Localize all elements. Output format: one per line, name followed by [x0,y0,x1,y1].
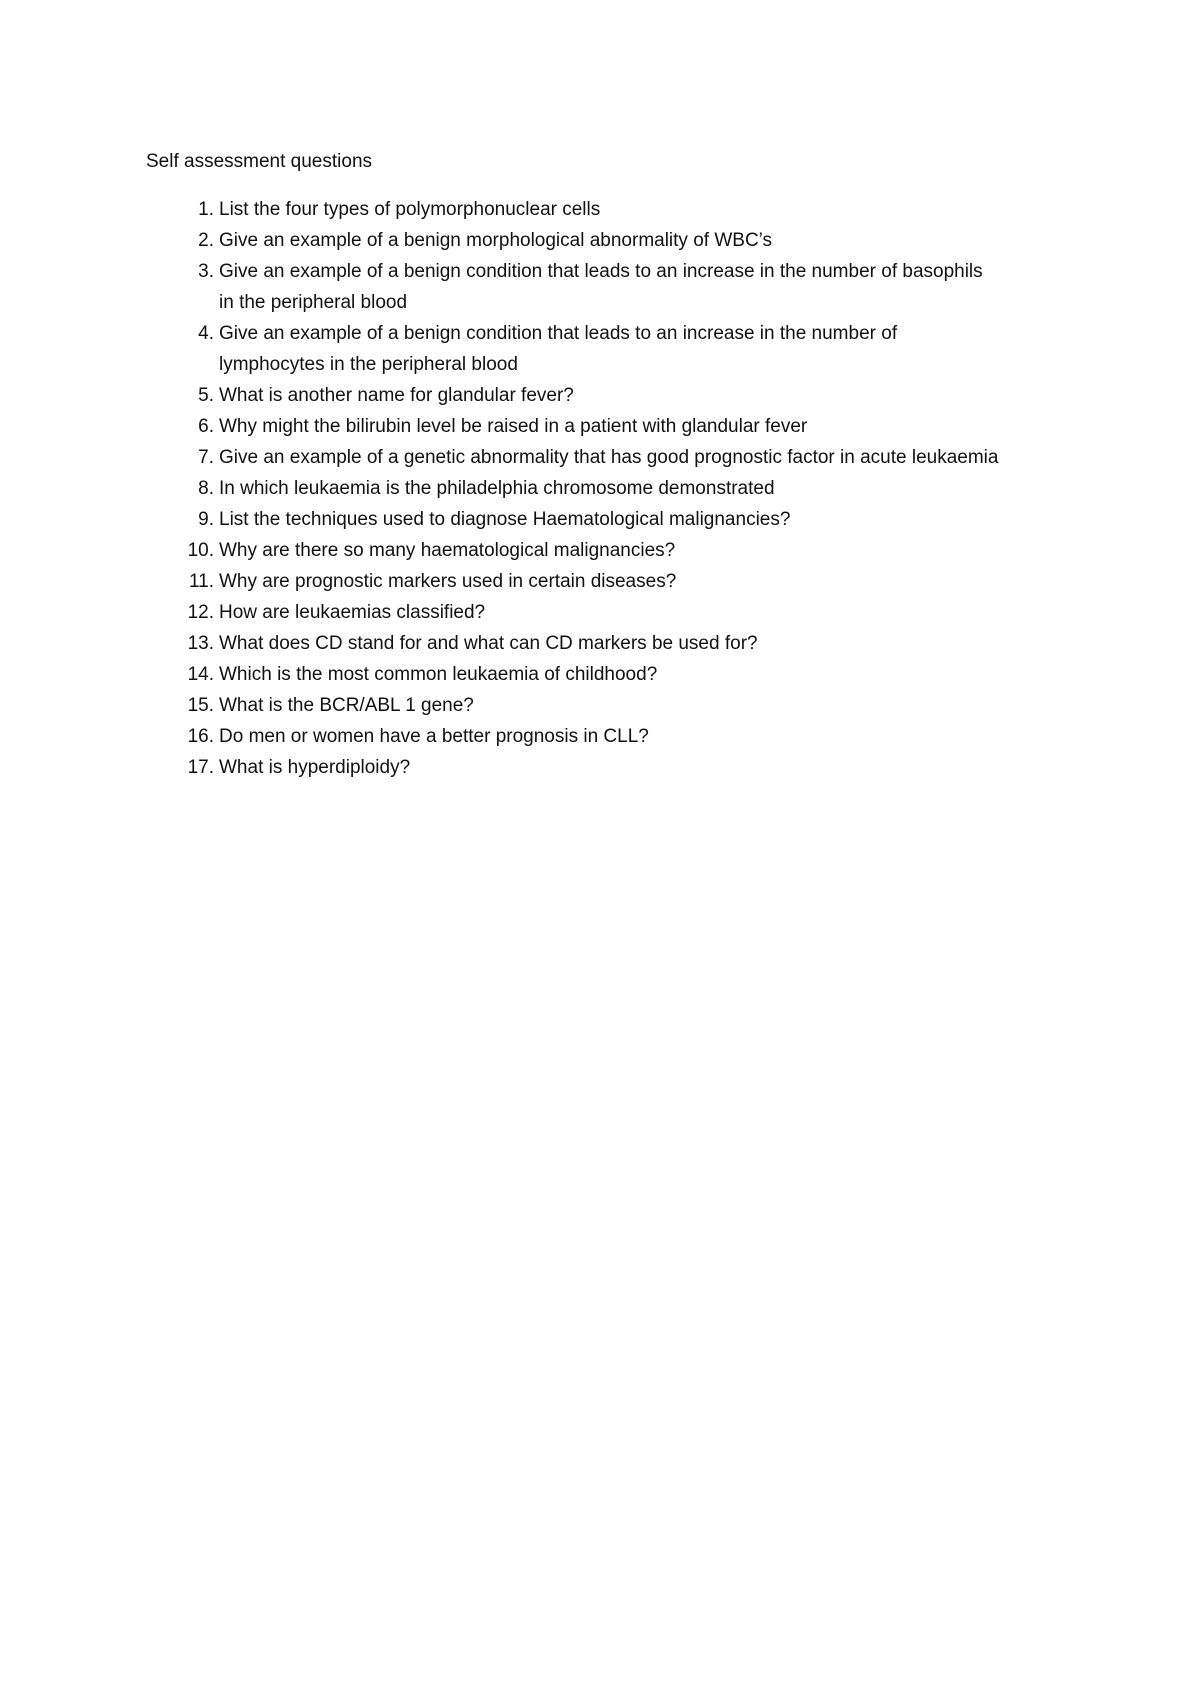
question-text: List the techniques used to diagnose Haematological malignancies? [219,509,791,530]
question-item [178,632,1078,656]
question-item [178,415,1078,439]
question-number: 12. [187,602,214,623]
question-item [178,663,1078,687]
question-text: What is the BCR/ABL 1 gene? [219,695,474,716]
question-item [178,260,1078,315]
question-item [178,570,1078,594]
question-text: List the four types of polymorphonuclear cells [219,199,601,220]
question-text: Why might the bilirubin level be raised in a patient with glandular fever [219,416,808,437]
question-text: Give an example of a genetic abnormality that has good prognostic factor in acute leukaemia [219,447,999,468]
question-number: 4. [198,323,214,344]
question-number: 7. [198,447,214,468]
question-text: Why are prognostic markers used in certain diseases? [219,571,677,592]
question-item [178,539,1078,563]
question-text: Give an example of a benign condition that leads to an increase in the number of [219,323,898,344]
question-number: 8. [198,478,214,499]
question-text: Give an example of a benign morphological abnormality of WBC’s [219,230,773,251]
question-text: What does CD stand for and what can CD markers be used for? [219,633,758,654]
question-number: 5. [198,385,214,406]
question-number: 15. [187,695,214,716]
question-item [178,756,1078,780]
question-number: 10. [187,540,214,561]
question-number: 11. [188,571,214,592]
question-text: Why are there so many haematological malignancies? [219,540,676,561]
question-number: 1. [198,199,214,220]
question-number: 2. [198,230,214,251]
question-text: In which leukaemia is the philadelphia chromosome demonstrated [219,478,775,499]
question-item [178,384,1078,408]
question-item [178,229,1078,253]
question-item [178,477,1078,501]
question-number: 17. [187,757,214,778]
question-text: lymphocytes in the peripheral blood [219,354,518,375]
question-text: What is hyperdiploidy? [219,757,411,778]
question-item [178,508,1078,532]
question-text: Which is the most common leukaemia of childhood? [219,664,658,685]
question-item [178,694,1078,718]
question-item [178,601,1078,625]
question-number: 3. [198,261,214,282]
question-number: 9. [198,509,214,530]
question-text: in the peripheral blood [219,292,408,313]
question-text: How are leukaemias classified? [219,602,486,623]
question-number: 6. [198,416,214,437]
page-heading: Self assessment questions [146,151,373,172]
question-text: Give an example of a benign condition that leads to an increase in the number of basophils [219,261,983,282]
question-item [178,322,1078,377]
question-number: 13. [187,633,214,654]
question-list [178,198,1078,787]
question-text: Do men or women have a better prognosis in CLL? [219,726,649,747]
question-number: 16. [187,726,214,747]
question-item [178,198,1078,222]
question-number: 14. [187,664,214,685]
question-item [178,725,1078,749]
question-text: What is another name for glandular fever? [219,385,574,406]
question-item [178,446,1078,470]
